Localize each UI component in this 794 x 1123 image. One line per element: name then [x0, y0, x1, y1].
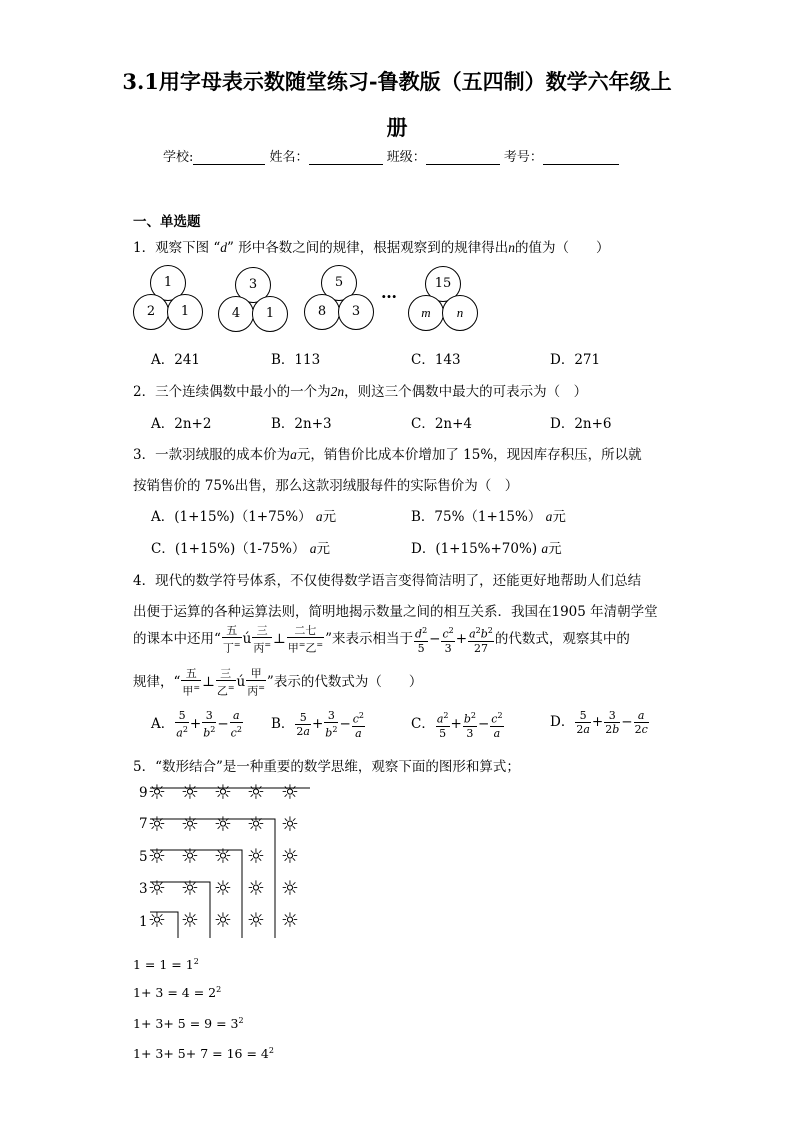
- sun-icon: ☼: [247, 844, 265, 868]
- sun-icon: ☼: [181, 812, 199, 836]
- frac-erqi-jia-yi: $\frac{\text{二七}}{甲^=乙^=}$: [287, 624, 324, 655]
- sun-icon: ☼: [281, 812, 299, 836]
- q4-line3c: 的代数式，观察其中的: [494, 630, 630, 647]
- row-label-3: 3: [139, 881, 148, 897]
- sun-icon: ☼: [281, 844, 299, 868]
- question-3-line-1: [133, 443, 642, 463]
- q2-text-b: ，则这三个偶数中最大的可表示为（ ）: [344, 384, 588, 400]
- fig3-right: 3: [338, 294, 374, 330]
- fig2-right: 1: [252, 296, 288, 332]
- question-4-line-4: 规律，“ $\frac{\text{五}}{甲^=}$ ⊥ $\frac{\text{三}}{乙^=}$ ú $\frac{\text{甲}}{丙^=}$ ”表示的代数式为（ ）: [133, 667, 423, 698]
- q3-opt-c-var: a: [309, 541, 317, 556]
- q3-opt-a-text: A．(1+15%)（1+75%）: [151, 509, 312, 525]
- eq1-text: 1 = 1 = 1: [133, 957, 194, 973]
- sun-icon: ☼: [181, 876, 199, 900]
- name-label: 姓名：: [269, 150, 309, 165]
- equation-4: $1+ 3+ 5+ 7 = 16 = 4^2$: [133, 1046, 274, 1062]
- q3-opt-b-var: a: [545, 509, 553, 524]
- q3-opt-b-unit: 元: [552, 509, 566, 525]
- q4-line4b: ”表示的代数式为（ ）: [266, 673, 423, 690]
- q2-text: 2．三个连续偶数中最小的一个为: [133, 384, 331, 400]
- q3-a: a: [290, 447, 297, 462]
- q4-line3b: ”来表示相当于: [325, 630, 414, 647]
- q4-opt-b-label: B．: [271, 715, 295, 732]
- q3-opt-d-text: D．(1+15%+70%): [411, 541, 538, 557]
- ellipsis: …: [381, 283, 397, 302]
- question-1: [133, 236, 610, 256]
- q1-text-b: ” 形中各数之间的规律，根据观察到的规律得出: [227, 240, 509, 256]
- frac-wu-ding: $\frac{\text{五}}{丁^=}$: [222, 624, 241, 655]
- eq4-text: 1+ 3+ 5+ 7 = 16 = 4: [133, 1046, 269, 1062]
- sun-icon: ☼: [247, 876, 265, 900]
- q4-opt-d-label: D．: [550, 714, 575, 730]
- q4-line3a: 的课本中还用“: [133, 630, 221, 647]
- q2-option-c[interactable]: C．2n+4: [411, 416, 473, 432]
- q2-option-d[interactable]: D．2n+6: [550, 416, 612, 432]
- sun-icon: ☼: [247, 908, 265, 932]
- q1-option-b[interactable]: B．113: [271, 352, 321, 368]
- frac-c2-3: $\frac{c^2}{3}$: [442, 626, 454, 655]
- fig2-left: 4: [218, 296, 254, 332]
- fig1-top: 1: [150, 265, 186, 301]
- q4-opt-c-label: C．: [411, 715, 435, 732]
- q1-option-d[interactable]: D．271: [550, 352, 601, 368]
- name-blank[interactable]: [309, 151, 383, 165]
- sun-icon: ☼: [148, 780, 166, 804]
- row-label-1: 1: [139, 914, 148, 930]
- question-5: 5．“数形结合”是一种重要的数学思维，观察下面的图形和算式；: [133, 759, 520, 775]
- sun-icon: ☼: [214, 876, 232, 900]
- sun-icon: ☼: [247, 812, 265, 836]
- q1-n: n: [508, 240, 515, 255]
- equation-3: $1+ 3+ 5 = 9 = 3^2$: [133, 1016, 244, 1032]
- question-3-line-2: 按销售价的 75%出售，那么这款羽绒服每件的实际售价为（ ）: [133, 478, 519, 494]
- fig4-top: 15: [425, 266, 461, 302]
- q1-text-a: 1．观察下图 “: [133, 240, 221, 256]
- q1-d: d: [220, 240, 228, 255]
- eq3-text: 1+ 3+ 5 = 9 = 3: [133, 1016, 239, 1032]
- sun-icon: ☼: [181, 780, 199, 804]
- sun-icon: ☼: [214, 812, 232, 836]
- title-line-1: 3.1用字母表示数随堂练习-鲁教版（五四制）数学六年级上: [122, 69, 672, 94]
- row-label-5: 5: [139, 849, 148, 865]
- class-blank[interactable]: [426, 151, 500, 165]
- equation-2: $1+ 3 = 4 = 2^2$: [133, 985, 222, 1001]
- student-info: [163, 146, 619, 165]
- q3-opt-a-unit: 元: [322, 509, 337, 525]
- q3-option-c[interactable]: [151, 537, 330, 557]
- q3-option-d[interactable]: [411, 537, 562, 557]
- frac-wu-jia: $\frac{\text{五}}{甲^=}$: [182, 667, 201, 698]
- fig1-right: 1: [167, 294, 203, 330]
- question-4-line-2: 出便于运算的各种运算法则，简明地揭示数量之间的相互关系．我国在1905 年清朝学堂: [133, 604, 658, 620]
- q1-option-a[interactable]: A．241: [151, 352, 201, 368]
- frac-san-yi: $\frac{\text{三}}{乙^=}$: [216, 667, 235, 698]
- q3-opt-b-text: B．75%（1+15%）: [411, 509, 542, 525]
- q3-option-a[interactable]: [151, 505, 336, 525]
- question-2: [133, 380, 587, 400]
- school-blank[interactable]: [193, 151, 265, 165]
- class-label: 班级：: [386, 150, 426, 165]
- q4-option-d[interactable]: D． $\frac{5}{2a}$ + $\frac{3}{2b}$ − $\frac{a}{2c}$: [550, 709, 648, 736]
- fig4-left: m: [408, 295, 444, 331]
- q3-opt-c-unit: 元: [316, 541, 330, 557]
- q4-option-c[interactable]: C． $\frac{a^2}{5}$ + $\frac{b^2}{3}$ − $\frac{c^2}{a}$: [411, 711, 503, 740]
- q2-expr: 2n: [330, 384, 345, 399]
- q3-opt-a-var: a: [315, 509, 323, 524]
- q3-opt-d-var: a: [541, 541, 549, 556]
- q3-line1: 3．一款羽绒服的成本价为: [133, 447, 291, 463]
- fig4-right: n: [442, 295, 478, 331]
- frac-san-bing: $\frac{\text{三}}{丙^=}$: [253, 624, 272, 655]
- sun-icon: ☼: [214, 844, 232, 868]
- sun-icon: ☼: [148, 844, 166, 868]
- frac-jia-bing: $\frac{\text{甲}}{丙^=}$: [247, 667, 265, 698]
- frac-a2b2-27: $\frac{a^2b^2}{27}$: [469, 626, 493, 655]
- row-label-7: 7: [139, 816, 148, 832]
- q4-option-b[interactable]: B． $\frac{5}{2a}$ + $\frac{3}{b^2}$ − $\frac{c^2}{a}$: [271, 709, 365, 740]
- title-line-2: 册: [386, 115, 408, 140]
- fig3-left: 8: [304, 294, 340, 330]
- sun-icon: ☼: [148, 812, 166, 836]
- frac-d2-5: $\frac{d^2}{5}$: [415, 626, 428, 655]
- q2-option-a[interactable]: A．2n+2: [151, 416, 212, 432]
- q1-option-c[interactable]: C．143: [411, 352, 461, 368]
- q1-text-c: 的值为（ ）: [515, 240, 610, 256]
- q4-line4a: 规律，“: [133, 673, 181, 690]
- sun-icon: ☼: [148, 876, 166, 900]
- equation-1: $1 = 1 = 1^2$: [133, 957, 199, 973]
- number-blank[interactable]: [543, 151, 619, 165]
- fig1-left: 2: [133, 294, 169, 330]
- sun-icon: ☼: [181, 844, 199, 868]
- number-label: 考号：: [503, 150, 543, 165]
- section-title: 一、单选题: [133, 214, 201, 230]
- q3-option-b[interactable]: [411, 505, 566, 525]
- sun-icon: ☼: [214, 780, 232, 804]
- school-label: 学校:: [163, 150, 194, 165]
- q3-opt-d-unit: 元: [548, 541, 562, 557]
- eq2-text: 1+ 3 = 4 = 2: [133, 985, 217, 1001]
- question-4-line-1: 4．现代的数学符号体系，不仅使得数学语言变得简洁明了，还能更好地帮助人们总结: [133, 573, 642, 589]
- fig2-top: 3: [235, 267, 271, 303]
- sun-icon: ☼: [181, 908, 199, 932]
- row-label-9: 9: [139, 785, 148, 801]
- sun-icon: ☼: [214, 908, 232, 932]
- q4-option-a[interactable]: A． $\frac{5}{a^2}$ + $\frac{3}{b^2}$ − $\frac{a}{c^2}$: [151, 709, 242, 740]
- question-4-line-3: 的课本中还用“ $\frac{\text{五}}{丁^=}$ ú $\frac{\text{三}}{丙^=}$ ⊥ $\frac{\text{二七}}{甲^=乙^=}$ ”来表示相当于 $\frac{d^2}{5}$ − $\frac{c^2}{3}$ + $\frac{a^2b^2}{27}$ 的代数式，观察其中的: [133, 624, 630, 655]
- q3-opt-c-text: C．(1+15%)（1-75%）: [151, 541, 306, 557]
- sun-icon: ☼: [148, 908, 166, 932]
- sun-icon: ☼: [281, 908, 299, 932]
- fig3-top: 5: [321, 265, 357, 301]
- sun-icon: ☼: [281, 876, 299, 900]
- sun-icon: ☼: [281, 780, 299, 804]
- q3-line1b: 元，销售价比成本价增加了 15%，现因库存积压，所以就: [296, 447, 642, 463]
- q2-option-b[interactable]: B．2n+3: [271, 416, 332, 432]
- q4-opt-a-label: A．: [151, 715, 175, 732]
- sun-icon: ☼: [247, 780, 265, 804]
